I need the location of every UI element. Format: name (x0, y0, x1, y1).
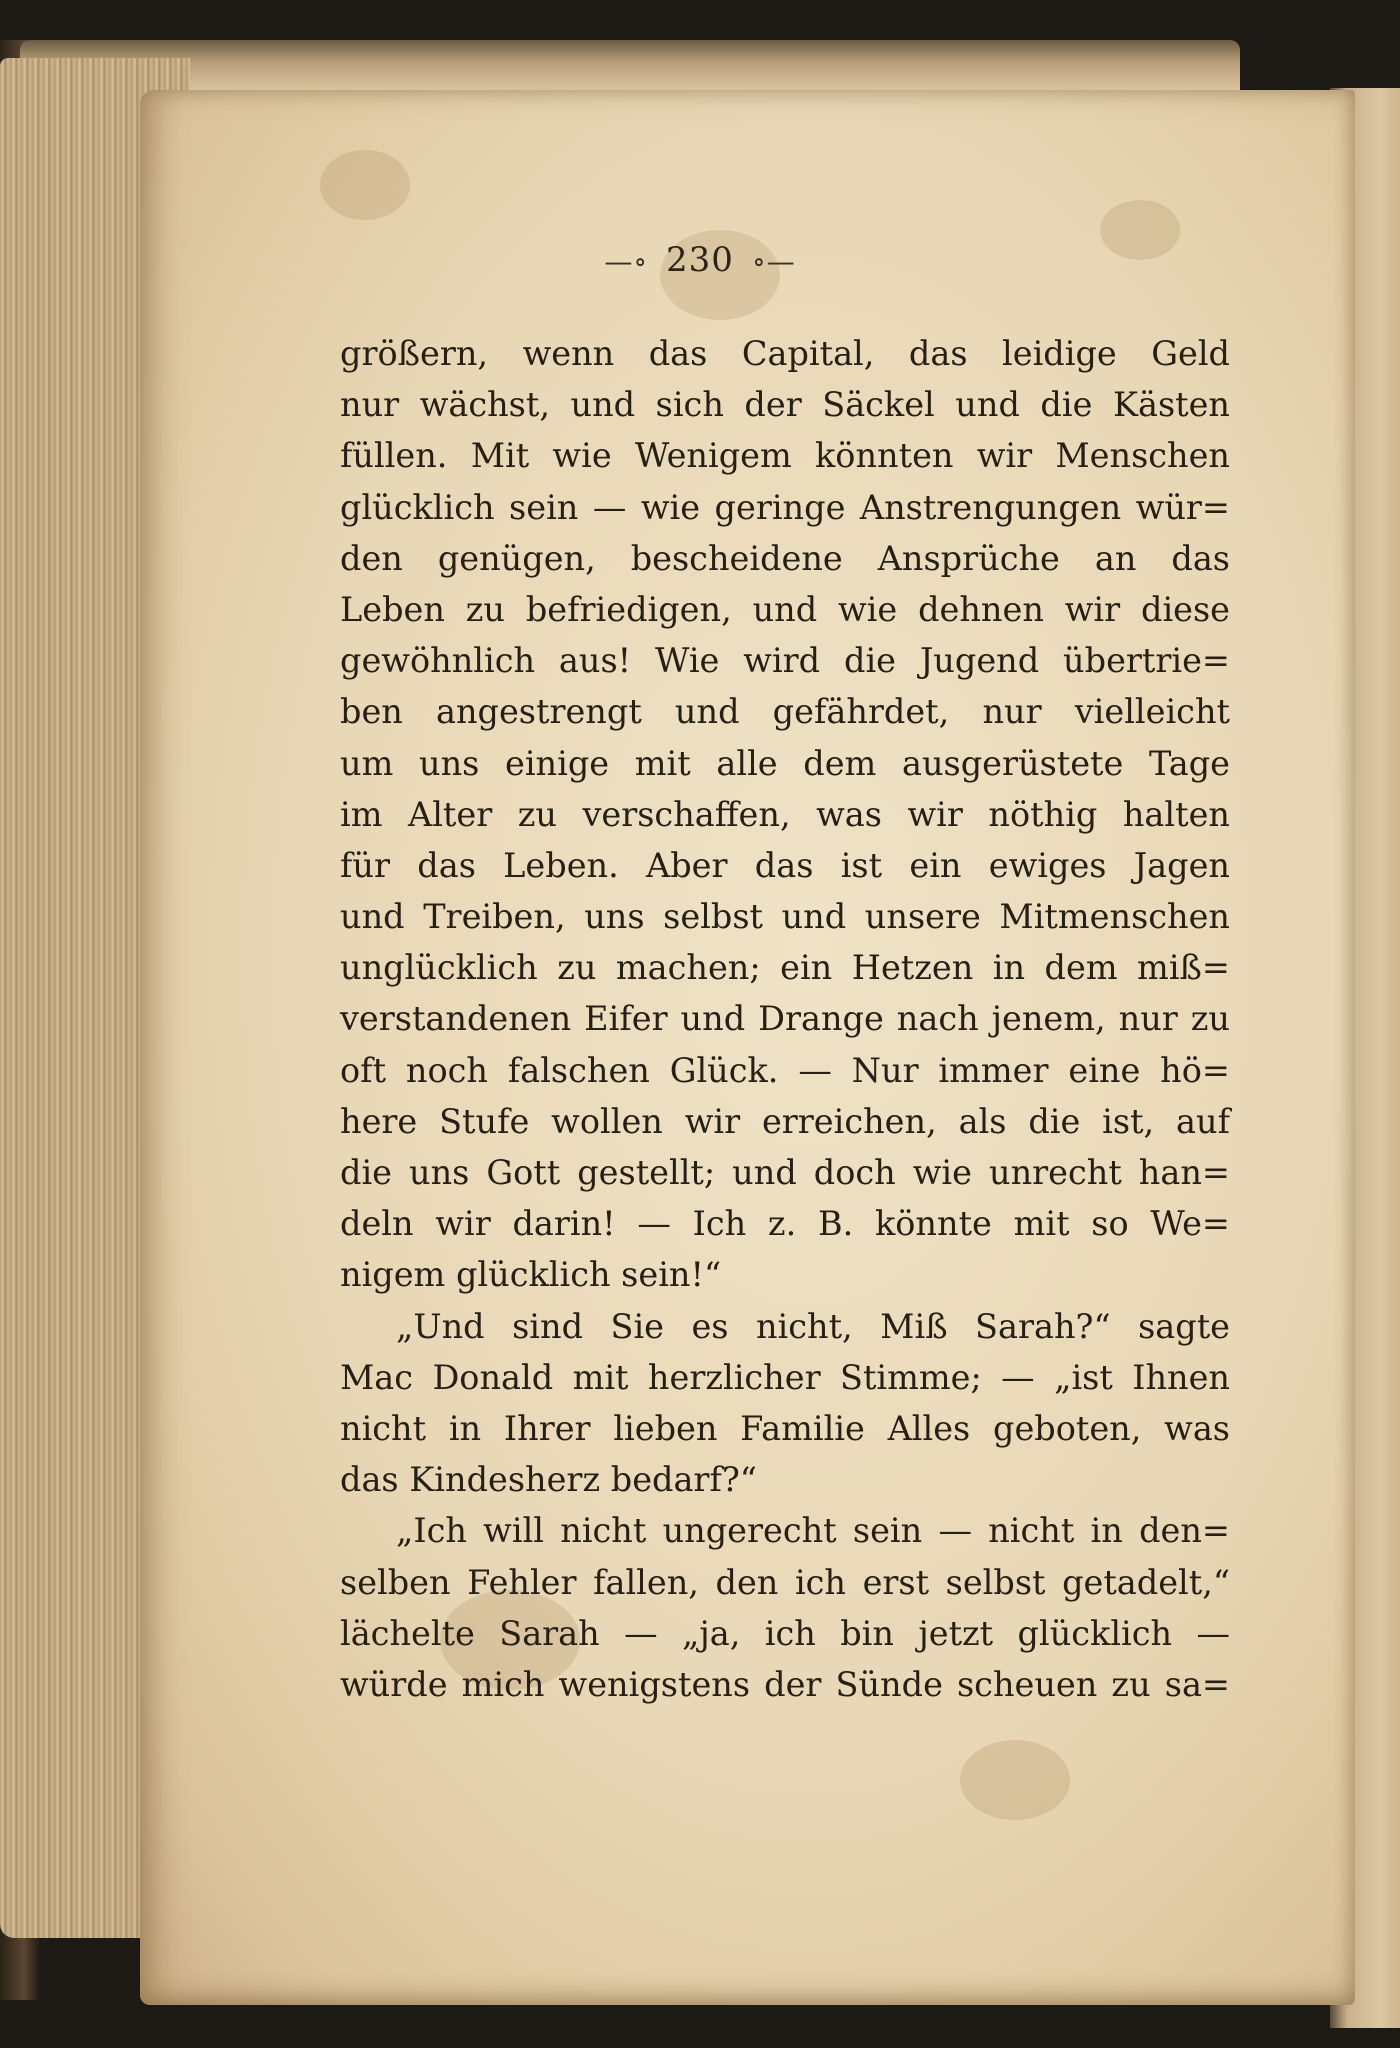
text-line: füllen. Mit wie Wenigem könnten wir Menschen (340, 436, 1230, 476)
text-line: Mac Donald mit herzlicher Stimme; — „ist Ihnen (340, 1357, 1230, 1397)
text-line: „Ich will nicht ungerecht sein — nicht in den= (396, 1511, 1230, 1551)
text-line: verstandenen Eifer und Drange nach jenem, nur zu (340, 999, 1230, 1039)
text-line: im Alter zu verschaffen, was wir nöthig halten (340, 794, 1230, 834)
text-line: selben Fehler fallen, den ich erst selbst getadelt,“ (340, 1562, 1230, 1602)
body-text (340, 328, 1230, 1710)
text-line: unglücklich zu machen; ein Hetzen in dem miß= (340, 948, 1230, 988)
text-line: oft noch falschen Glück. — Nur immer eine hö= (340, 1050, 1230, 1090)
ornament-left: —∘ (604, 245, 649, 278)
foxing-spot (960, 1740, 1070, 1820)
text-line: ben angestrengt und gefährdet, nur vielleicht (340, 692, 1230, 732)
text-line: und Treiben, uns selbst und unsere Mitmenschen (340, 897, 1230, 937)
ornament-right: ∘— (751, 245, 796, 278)
text-line: deln wir darin! — Ich z. B. könnte mit so We= (340, 1204, 1230, 1244)
text-line: würde mich wenigstens der Sünde scheuen zu sa= (340, 1664, 1230, 1704)
page-number: 230 (666, 240, 734, 280)
text-line: „Und sind Sie es nicht, Miß Sarah?“ sagte (396, 1306, 1230, 1346)
text-line: den genügen, bescheidene Ansprüche an das (340, 538, 1230, 578)
text-line: nur wächst, und sich der Säckel und die Kästen (340, 385, 1230, 425)
text-line: die uns Gott gestellt; und doch wie unrecht han= (340, 1153, 1230, 1192)
running-head (0, 240, 1400, 280)
text-line: gewöhnlich aus! Wie wird die Jugend übertrie= (340, 641, 1230, 681)
text-line: lächelte Sarah — „ja, ich bin jetzt glücklich — (340, 1613, 1230, 1653)
text-line: größern, wenn das Capital, das leidige Geld (340, 334, 1230, 373)
text-line: nicht in Ihrer lieben Familie Alles geboten, was (340, 1408, 1230, 1448)
text-line: für das Leben. Aber das ist ein ewiges Jagen (340, 845, 1230, 885)
text-line: das Kindesherz bedarf?“ (340, 1460, 757, 1500)
foxing-spot (320, 150, 410, 220)
page-stack-top-edge (20, 40, 1240, 90)
text-line: um uns einige mit alle dem ausgerüstete Tage (340, 743, 1230, 783)
text-line: Leben zu befriedigen, und wie dehnen wir diese (340, 589, 1230, 629)
text-line: nigem glücklich sein!“ (340, 1255, 722, 1295)
text-line: glücklich sein — wie geringe Anstrengungen wür= (340, 487, 1230, 527)
text-line: here Stufe wollen wir erreichen, als die ist, auf (340, 1101, 1230, 1141)
